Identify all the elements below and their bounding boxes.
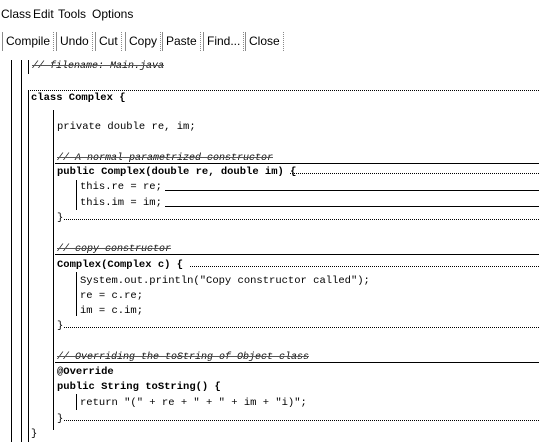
code-line-filename-comment: // filename: Main.java bbox=[32, 61, 165, 72]
code-line-ctor-body2: this.im = im; bbox=[80, 197, 162, 209]
gutter-line bbox=[11, 60, 12, 442]
code-line-copy-close: } bbox=[57, 320, 64, 332]
block-dotted bbox=[64, 327, 539, 328]
menu-tools[interactable]: Tools bbox=[58, 7, 87, 21]
code-line-override: @Override bbox=[57, 366, 114, 378]
comment-underline bbox=[55, 254, 539, 255]
code-line-copy-comment: // copy constructor bbox=[57, 244, 172, 255]
code-line-copy-body3: im = c.im; bbox=[80, 305, 144, 317]
code-line-class-decl: class Complex { bbox=[31, 92, 126, 104]
comment-underline bbox=[55, 362, 539, 363]
menu-edit[interactable]: Edit bbox=[33, 7, 54, 21]
line-underline bbox=[165, 190, 539, 191]
menu-options[interactable]: Options bbox=[92, 7, 134, 21]
menu-bar bbox=[0, 0, 539, 28]
comment-underline bbox=[55, 163, 539, 164]
code-line-copy-sig: Complex(Complex c) { bbox=[57, 259, 184, 271]
find-button[interactable]: Find... bbox=[203, 32, 244, 51]
tostring-body-left bbox=[76, 394, 77, 410]
gutter-line bbox=[21, 60, 22, 442]
block-dotted bbox=[190, 266, 539, 267]
copy-body-left bbox=[76, 272, 77, 316]
undo-button[interactable]: Undo bbox=[56, 32, 93, 51]
menu-class[interactable]: Class bbox=[1, 7, 32, 21]
cut-button[interactable]: Cut bbox=[95, 32, 122, 51]
close-button[interactable]: Close bbox=[245, 32, 284, 51]
line-underline bbox=[165, 206, 539, 207]
class-block-left bbox=[28, 90, 29, 442]
code-line-tostring-close: } bbox=[57, 413, 64, 425]
copy-button[interactable]: Copy bbox=[125, 32, 161, 51]
code-line-ctor-body1: this.re = re; bbox=[80, 181, 162, 193]
block-dotted bbox=[64, 420, 539, 421]
code-line-tostring-comment: // Overriding the toString of Object class bbox=[57, 352, 310, 363]
code-editor[interactable] bbox=[0, 60, 539, 442]
code-line-tostring-body: return "(" + re + " + " + im + "i)"; bbox=[80, 397, 307, 409]
code-line-ctor-close: } bbox=[57, 212, 64, 224]
block-dotted bbox=[64, 219, 539, 220]
code-line-copy-body1: System.out.println("Copy constructor called"); bbox=[80, 275, 370, 287]
class-body-left bbox=[53, 110, 54, 430]
code-line-tostring-sig: public String toString() { bbox=[57, 381, 221, 393]
paste-button[interactable]: Paste bbox=[162, 32, 201, 51]
block-dotted bbox=[290, 173, 539, 174]
code-line-ctor-sig: public Complex(double re, double im) { bbox=[57, 166, 297, 178]
compile-button[interactable]: Compile bbox=[2, 32, 54, 51]
code-line-class-close: } bbox=[31, 428, 38, 440]
ctor-body-left bbox=[76, 180, 77, 210]
code-line-fields: private double re, im; bbox=[57, 121, 196, 133]
block-marker bbox=[28, 60, 29, 74]
code-line-ctor-comment: // A normal parametrized constructor bbox=[57, 153, 274, 164]
code-line-copy-body2: re = c.re; bbox=[80, 290, 144, 302]
toolbar bbox=[0, 30, 539, 54]
